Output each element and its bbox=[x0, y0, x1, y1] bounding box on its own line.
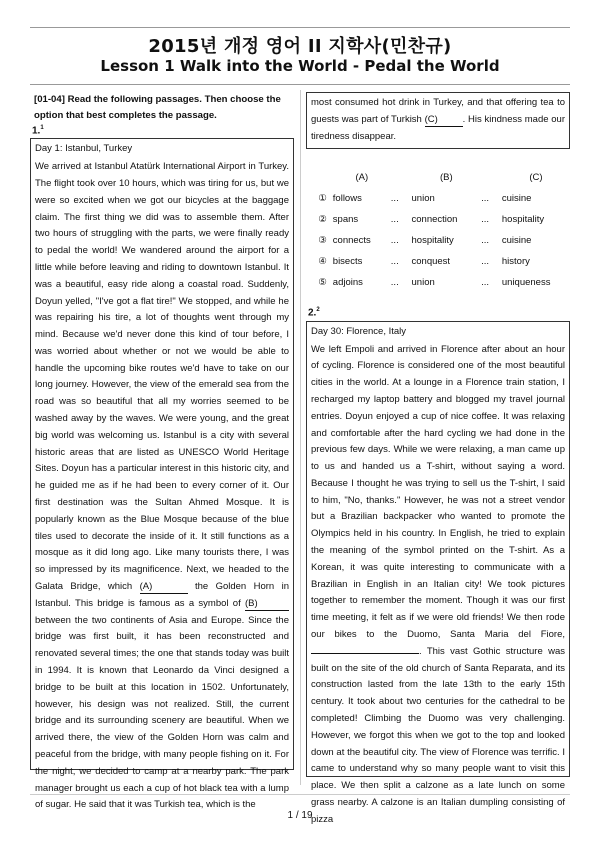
options-header bbox=[306, 167, 570, 188]
passage-text: We arrived at Istanbul Atatürk International Airport in Turkey. The flight took over 10 hours, which was tiring for us, but we were so excited when we got our bicycles at the baggage claim. The first thing we did was to assemble them. After two hours of struggling with the parts, we were finally ready to pedal the world! We wandered around the airport for a little while before leaving and riding to downtown Istanbul. It was a beautiful, easy ride along a coastal road. Suddenly, Doyun yelled, "I've got a flat tire!" We stopped, and while he was repairing his tire, a lot of thoughts went through my mind. Because we'd never done this kind of tour before, I was worried about whether or not we would be able to handle the upcoming bike routes we'd have to take on our long journey. However, the view of the emerald sea from the road was so beautiful that all my worries seemed to be washed away by the waves. We were young, and the great big world was welcoming us. Istanbul is a city with several historic areas that are listed as UNESCO World Heritage Sites. Doyun has a particular interest in this historic city, and he guided me as if he had been to every corner of it. Our first destination was the Sultan Ahmed Mosque. It is popularly known as the Blue Mosque because of the blue tiles used to decorate the inside of it. It still functions as a mosque as it did long ago. Like many tourists there, I was so impressed by its magnificence. Next, we headed to the Galata Bridge, which (A) the Golden Horn in Istanbul. This bridge is famous as a symbol of (B) between the two continents of Asia and Europe. Since the bridge was first built, it has been reconstructed and renovated several times; the one that stands today was built in 1994. It is known that Leonardo da Vinci designed a bridge to be built at this location in 1502. Unfortunately, however, his design was not realized. Still, the current bridge and its surrounding scenery are beautiful. When we arrived there, the view of the Golden Horn was calm and peaceful from the bridge, with many people fishing on it. For the night, we decided to camp at a nearby park. The park manager brought us each a cup of hot black tea with a lump of sugar. He said that it was Turkish tea, which is the bbox=[35, 161, 289, 811]
question-2-passage bbox=[306, 321, 570, 825]
header-b: (B) bbox=[440, 172, 453, 184]
header-a: (A) bbox=[355, 172, 369, 184]
blank-a: (A) bbox=[140, 581, 188, 594]
question-1-number: 1.$^1$ bbox=[32, 125, 44, 137]
instruction: [01-04] Read the following passages. Then choose the option that best completes the passage. bbox=[34, 94, 281, 121]
option-1[interactable]: ① follows ... union ... cuisine bbox=[318, 193, 532, 205]
passage-text: We left Empoli and arrived in Florence after about an hour of cycling. Florence is considered one of the most beautiful cities in the world. At a lounge in a Florence train station, I recharged my laptop battery and blogged my travel journal entries. Doyun enjoyed a cup of nice coffee. It was relaxing and comfortable after the hard cycling we had done in the previous few days. While we were relaxing, a man came up to us and handed us a T-shirt, without saying a word. Because I thought he was trying to sell us the T-shirt, I said to him, "No, thanks." However, he was not a street vendor but a Brazilian backpacker who wanted to promote the Olympics held in his country. In English, he tried to explain the meaning of the symbol printed on the T-shirt. As a Korean, it was quite interesting to communicate with a Brazilian in English in an Italian city! We took pictures together to remember the moment. Though it was our first time meeting, it felt as if we were old friends! We then rode our bikes to the Duomo, Santa Maria del Fiore, . This vast Gothic structure was built on the site of the old church of Santa Reparata, and its construction lasted from the late 13th to the early 15th century. It took about two centuries for the cathedral to be completed! Climbing the Duomo was very challenging. However, we forgot this when we got to the top and looked down at the beautiful city. The view of Florence was terrific. I came to understand why so many people want to visit this place. We then split a calzone as a late lunch on some grass nearby. A calzone is an Italian dumpling consisting of pizza bbox=[311, 343, 565, 825]
passage-text-continued: most consumed hot drink in Turkey, and that offering tea to guests was part of Turkish (C) . His kindness made our tiredness disappear. bbox=[311, 97, 565, 142]
header-c: (C) bbox=[529, 172, 543, 184]
header-bottom-rule bbox=[30, 84, 570, 85]
header-top-rule bbox=[30, 27, 570, 28]
page-number: 1 / 19 bbox=[287, 810, 313, 821]
option-4[interactable]: ④ bisects ... conquest ... history bbox=[318, 256, 530, 268]
question-2-number: 2.$^2$ bbox=[308, 307, 320, 319]
right-column bbox=[306, 92, 570, 825]
blank-c: (C) bbox=[425, 114, 463, 127]
option-2[interactable]: ② spans ... connection ... hospitality bbox=[318, 214, 545, 226]
footer-rule bbox=[30, 794, 570, 795]
passage-day: Day 1: Istanbul, Turkey bbox=[35, 143, 133, 155]
option-3[interactable]: ③ connects ... hospitality ... cuisine bbox=[318, 235, 532, 247]
option-5[interactable]: ⑤ adjoins ... union ... uniqueness bbox=[318, 277, 551, 289]
column-divider bbox=[300, 90, 301, 785]
question-1-passage-continued bbox=[306, 92, 570, 149]
question-1-passage bbox=[30, 138, 294, 811]
document-subtitle: Lesson 1 Walk into the World - Pedal the World bbox=[100, 57, 500, 75]
footnote-ref: 2 bbox=[316, 307, 320, 314]
document-title: 2015년 개정 영어 II 지학사(민찬규) bbox=[148, 36, 452, 57]
blank-answer bbox=[311, 653, 419, 654]
footnote-ref: 1 bbox=[40, 125, 44, 131]
left-column bbox=[30, 92, 294, 811]
answer-options bbox=[306, 167, 570, 293]
blank-b: (B) bbox=[245, 598, 289, 611]
passage-day: Day 30: Florence, Italy bbox=[311, 325, 407, 337]
